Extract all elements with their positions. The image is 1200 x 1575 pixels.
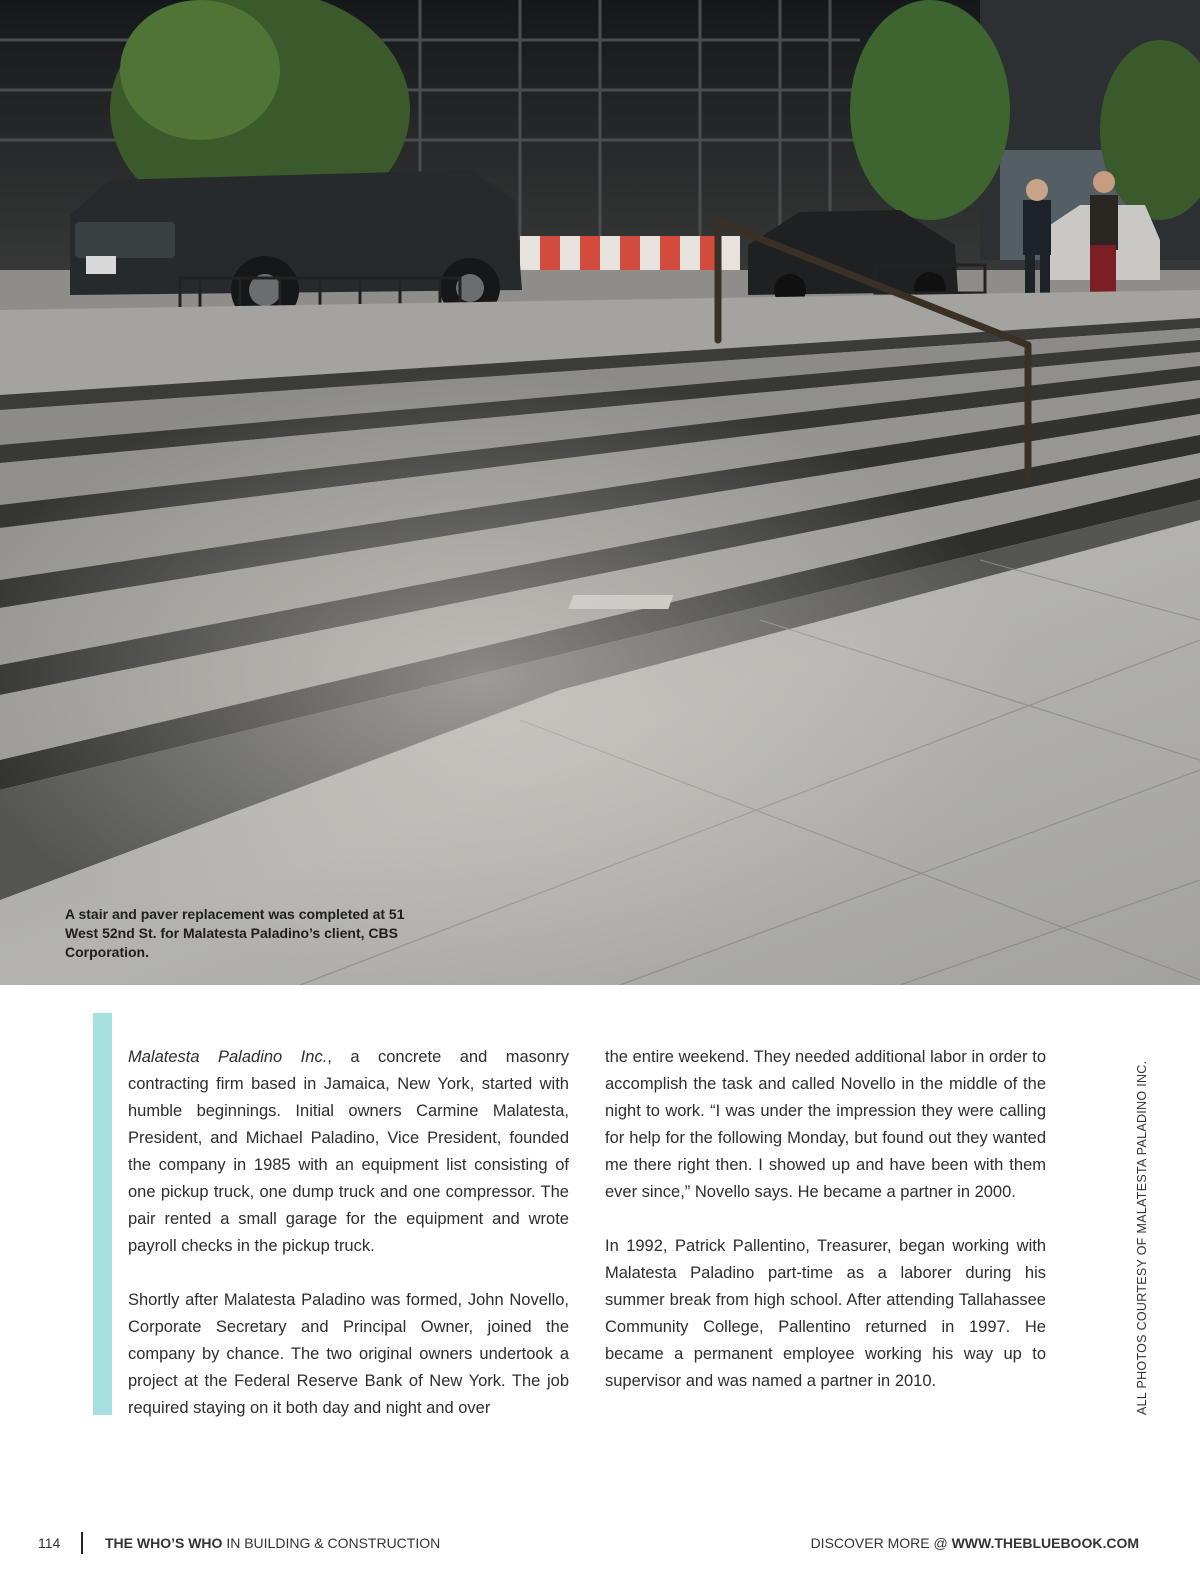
paragraph: In 1992, Patrick Pallentino, Treasurer, began working with Malatesta Paladino part-time as a laborer during his summer break from high school. After attending Tallahassee Community College, Pallentino returned in 1997. He became a permanent employee working his way up to supervisor and was named a partner in 2010. bbox=[605, 1237, 1046, 1390]
discover-label: DISCOVER MORE @ bbox=[810, 1535, 952, 1551]
page-footer bbox=[0, 1532, 1200, 1556]
accent-bar bbox=[93, 1013, 112, 1415]
paragraph: the entire weekend. They needed additional labor in order to accomplish the task and called Novello in the middle of the night to work. “I was under the impression they were calling for help for the following Monday, but found out they wanted me there right then. I showed up and have been with them ever since,” Novello says. He became a partner in 2000. bbox=[605, 1048, 1046, 1201]
photo-caption: A stair and paver replacement was completed at 51 West 52nd St. for Malatesta Paladino’s client, CBS Corporation. bbox=[65, 906, 405, 960]
website-link[interactable]: WWW.THEBLUEBOOK.COM bbox=[951, 1535, 1139, 1551]
publication-title-rest: IN BUILDING & CONSTRUCTION bbox=[222, 1535, 441, 1551]
paragraph bbox=[128, 1044, 569, 1260]
article-column-left bbox=[128, 1044, 569, 1422]
article-column-right bbox=[605, 1044, 1046, 1395]
discover-more bbox=[811, 1535, 1139, 1551]
footer-divider bbox=[81, 1532, 83, 1554]
page-number: 114 bbox=[38, 1535, 61, 1551]
paragraph-text: , a concrete and masonry contracting firm based in Jamaica, New York, started with humble beginnings. Initial owners Carmine Malatesta, President, and Michael Paladino, Vice President, founded the company in 1985 with an equipment list consisting of one pickup truck, one dump truck and one compressor. The pair rented a small garage for the equipment and wrote payroll checks in the pickup truck. bbox=[128, 1048, 569, 1255]
paragraph: Shortly after Malatesta Paladino was formed, John Novello, Corporate Secretary and Principal Owner, joined the company by chance. The two original owners undertook a project at the Federal Reserve Bank of New York. The job required staying on it both day and night and over bbox=[128, 1291, 569, 1417]
publication-title bbox=[105, 1535, 440, 1551]
publication-title-bold: THE WHO’S WHO bbox=[105, 1535, 223, 1551]
photo-credit: ALL PHOTOS COURTESY OF MALATESTA PALADINO INC. bbox=[1135, 1060, 1149, 1415]
company-name: Malatesta Paladino Inc. bbox=[128, 1048, 328, 1066]
